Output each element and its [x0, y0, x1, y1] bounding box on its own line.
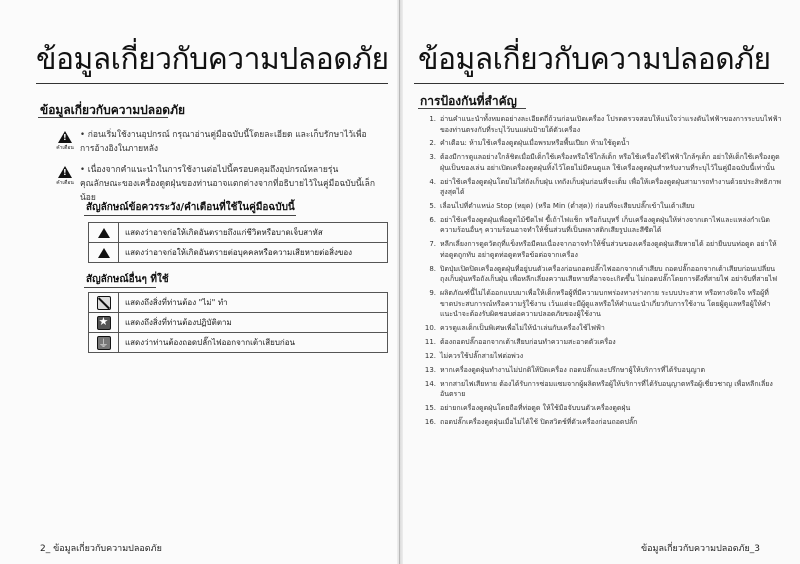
caution-triangle-icon: [89, 243, 119, 263]
list-item: 4. อย่าใช้เครื่องดูดฝุ่นโดยไม่ใส่ถังเก็บฝุ่น เทถังเก็บฝุ่นก่อนที่จะเต็ม เพื่อให้เครื่องดูดฝุ่นสามารถทำงานด้วยประสิทธิภาพสูงสุดได้: [429, 177, 781, 197]
follow-star-icon: [89, 313, 119, 333]
list-item: 10. ควรดูแลเด็กเป็นพิเศษเพื่อไม่ให้นำเล่นกับเครื่องใช้ไฟฟ้า: [424, 324, 605, 333]
section-underline: [418, 108, 526, 109]
page-footer: 2_ ข้อมูลเกี่ยวกับความปลอดภัย: [40, 544, 162, 554]
list-item: 8. ปิดปุ่มเปิดปิดเครื่องดูดฝุ่นที่อยู่บนตัวเครื่องก่อนถอดปลั๊กไฟออกจากเต้าเสียบ ถอดปลั๊กออกจากเต้าเสียบก่อนเปลี่ยนถุงเก็บฝุ่นหรือถังเก็บฝุ่น เพื่อหลีกเลี่ยงความเสียหายที่อาจจะเกิดขึ้น ไม่ถอดปลั๊กโดยการดึงที่สายไฟ อย่าจับที่สายไฟ: [429, 264, 778, 284]
list-item: 7. หลีกเลี่ยงการดูดวัตถุที่แข็งหรือมีคมเนื่องจากอาจทำให้ชิ้นส่วนของเครื่องดูดฝุ่นเสียหายได้ อย่ายืนบนท่อดูด อย่าให้ท่อดูดถูกทับ อย่าดูดท่อดูดหรือข้อต่อจากเครื่อง: [429, 240, 777, 259]
right-page: [400, 0, 800, 564]
book-gutter: [397, 0, 403, 564]
page-footer: ข้อมูลเกี่ยวกับความปลอดภัย_3: [641, 544, 760, 554]
table-row: [89, 223, 388, 243]
page-title: ข้อมูลเกี่ยวกับความปลอดภัย: [36, 42, 389, 77]
table-row: [89, 313, 388, 333]
other-symbols-table: [88, 292, 388, 353]
other-symbols-heading: สัญลักษณ์อื่นๆ ที่ใช้: [86, 274, 169, 285]
section-heading: ข้อมูลเกี่ยวกับความปลอดภัย: [40, 103, 186, 117]
list-item: 13. หากเครื่องดูดฝุ่นทำงานไม่ปกติให้ปิดเครื่อง ถอดปลั๊กและปรึกษาผู้ให้บริการที่ได้รับอนุญาต: [424, 365, 706, 374]
page-title: ข้อมูลเกี่ยวกับความปลอดภัย: [418, 42, 771, 77]
warning-triangle-icon: ! คำเตือน: [56, 166, 74, 187]
unplug-icon: [89, 333, 119, 353]
warning-triangle-icon: ! คำเตือน: [56, 131, 74, 152]
table-row: [89, 293, 388, 313]
title-underline: [414, 83, 784, 84]
list-item: 9. ผลิตภัณฑ์นี้ไม่ได้ออกแบบมาเพื่อให้เด็กหรือผู้ที่มีความบกพร่องทางร่างกาย ระบบประสาท หรือทางจิตใจ หรือผู้ที่ขาดประสบการณ์หรือความรู้ใช้งาน เว้นแต่จะมีผู้ดูแลหรือให้คำแนะนำเกี่ยวกับการใช้งาน โดยผู้ดูแลหรือผู้ให้คำแนะนำจะต้องรับผิดชอบต่อความปลอดภัยของผู้ใช้งาน: [429, 289, 771, 319]
section-underline: [84, 215, 296, 216]
table-cell: แสดงว่าท่านต้องถอดปลั๊กไฟออกจากเต้าเสียบก่อน: [119, 333, 388, 353]
list-item: 15. อย่ายกเครื่องดูดฝุ่นโดยถือที่ท่อดูด ให้ใช้มือจับบนตัวเครื่องดูดฝุ่น: [424, 403, 631, 412]
warning-symbols-heading: สัญลักษณ์ข้อควรระวัง/คำเตือนที่ใช้ในคู่มือฉบับนี้: [86, 202, 295, 213]
list-item: 1. อ่านคำแนะนำทั้งหมดอย่างละเอียดถี่ถ้วนก่อนเปิดเครื่อง โปรดตรวจสอบให้แน่ใจว่าแรงดันไฟฟ้าของการระบบไฟฟ้าของท่านตรงกับที่ระบุไว้บนแผ่นป้ายใต้ตัวเครื่อง: [429, 115, 782, 134]
section-underline: [38, 117, 168, 118]
safety-note-2: • เนื่องจากคำแนะนำในการใช้งานต่อไปนี้ครอบคลุมถึงอุปกรณ์หลายรุ่น คุณลักษณะของเครื่องดูดฝุ่นของท่านอาจแตกต่างจากที่อธิบายไว้ในคู่มือฉบับนี้เล็กน้อย: [80, 165, 375, 203]
list-item: 5. เลื่อนไปที่ตำแหน่ง Stop (หยุด) (หรือ Min (ต่ำสุด)) ก่อนที่จะเสียบปลั๊กเข้าในเต้าเสียบ: [429, 202, 695, 211]
list-item: 12. ไม่ควรใช้ปลั๊กสายไฟต่อพ่วง: [424, 351, 524, 360]
title-underline: [36, 83, 388, 84]
section-heading: การป้องกันที่สำคัญ: [420, 94, 517, 108]
list-item: 2. คำเตือน: ห้ามใช้เครื่องดูดฝุ่นเมื่อพรมหรือพื้นเปียก ห้ามใช้ดูดน้ำ: [429, 139, 630, 148]
table-cell: แสดงว่าอาจก่อให้เกิดอันตรายถึงแก่ชีวิตหรือบาดเจ็บสาหัส: [119, 223, 388, 243]
section-underline: [84, 287, 156, 288]
safety-note-1: • ก่อนเริ่มใช้งานอุปกรณ์ กรุณาอ่านคู่มือฉบับนี้โดยละเอียด และเก็บรักษาไว้เพื่อการอ้างอิงในภายหลัง: [80, 130, 367, 154]
list-item: 3. ต้องมีการดูแลอย่างใกล้ชิดเมื่อมีเด็กใช้เครื่องหรือใช้ใกล้เด็ก หรือใช้เครื่องใช้ไฟฟ้าใกล้ๆเด็ก อย่าให้เด็กใช้เครื่องดูดฝุ่นเป็นของเล่น อย่าเปิดเครื่องดูดฝุ่นทิ้งไว้โดยไม่มีคนดูแล ใช้เครื่องดูดฝุ่นสำหรับงานที่ระบุไว้ในคู่มือฉบับนี้เท่านั้น: [429, 153, 780, 172]
table-cell: แสดงถึงสิ่งที่ท่านต้องปฏิบัติตาม: [119, 313, 388, 333]
table-cell: แสดงว่าอาจก่อให้เกิดอันตรายต่อบุคคลหรือความเสียหายต่อสิ่งของ: [119, 243, 388, 263]
list-item: 11. ต้องถอดปลั๊กออกจากเต้าเสียบก่อนทำความสะอาดตัวเครื่อง: [424, 337, 616, 346]
list-item: 14. หากสายไฟเสียหาย ต้องได้รับการซ่อมแซมจากผู้ผลิตหรือผู้ให้บริการที่ได้รับอนุญาตหรือผู้เชี่ยวชาญ เพื่อหลีกเลี่ยงอันตราย: [424, 379, 773, 399]
list-item: 6. อย่าใช้เครื่องดูดฝุ่นเพื่อดูดไม้ขีดไฟ ขี้เถ้าไฟแช็ก หรือก้นบุหรี่ เก็บเครื่องดูดฝุ่นให้ห่างจากเตาไฟและแหล่งกำเนิดความร้อนอื่นๆ ความร้อนอาจทำให้ชิ้นส่วนที่เป็นพลาสติกเสียรูปและสีซีดได้: [429, 215, 770, 235]
warning-symbols-table: [88, 222, 388, 263]
precautions-list: [422, 114, 782, 431]
table-cell: แสดงถึงสิ่งที่ท่านต้อง "ไม่" ทำ: [119, 293, 388, 313]
warning-triangle-icon: [89, 223, 119, 243]
table-row: [89, 243, 388, 263]
prohibited-icon: [89, 293, 119, 313]
table-row: [89, 333, 388, 353]
list-item: 16. ถอดปลั๊กเครื่องดูดฝุ่นเมื่อไม่ได้ใช้ ปิดสวิตช์ที่ตัวเครื่องก่อนถอดปลั๊ก: [424, 417, 638, 426]
